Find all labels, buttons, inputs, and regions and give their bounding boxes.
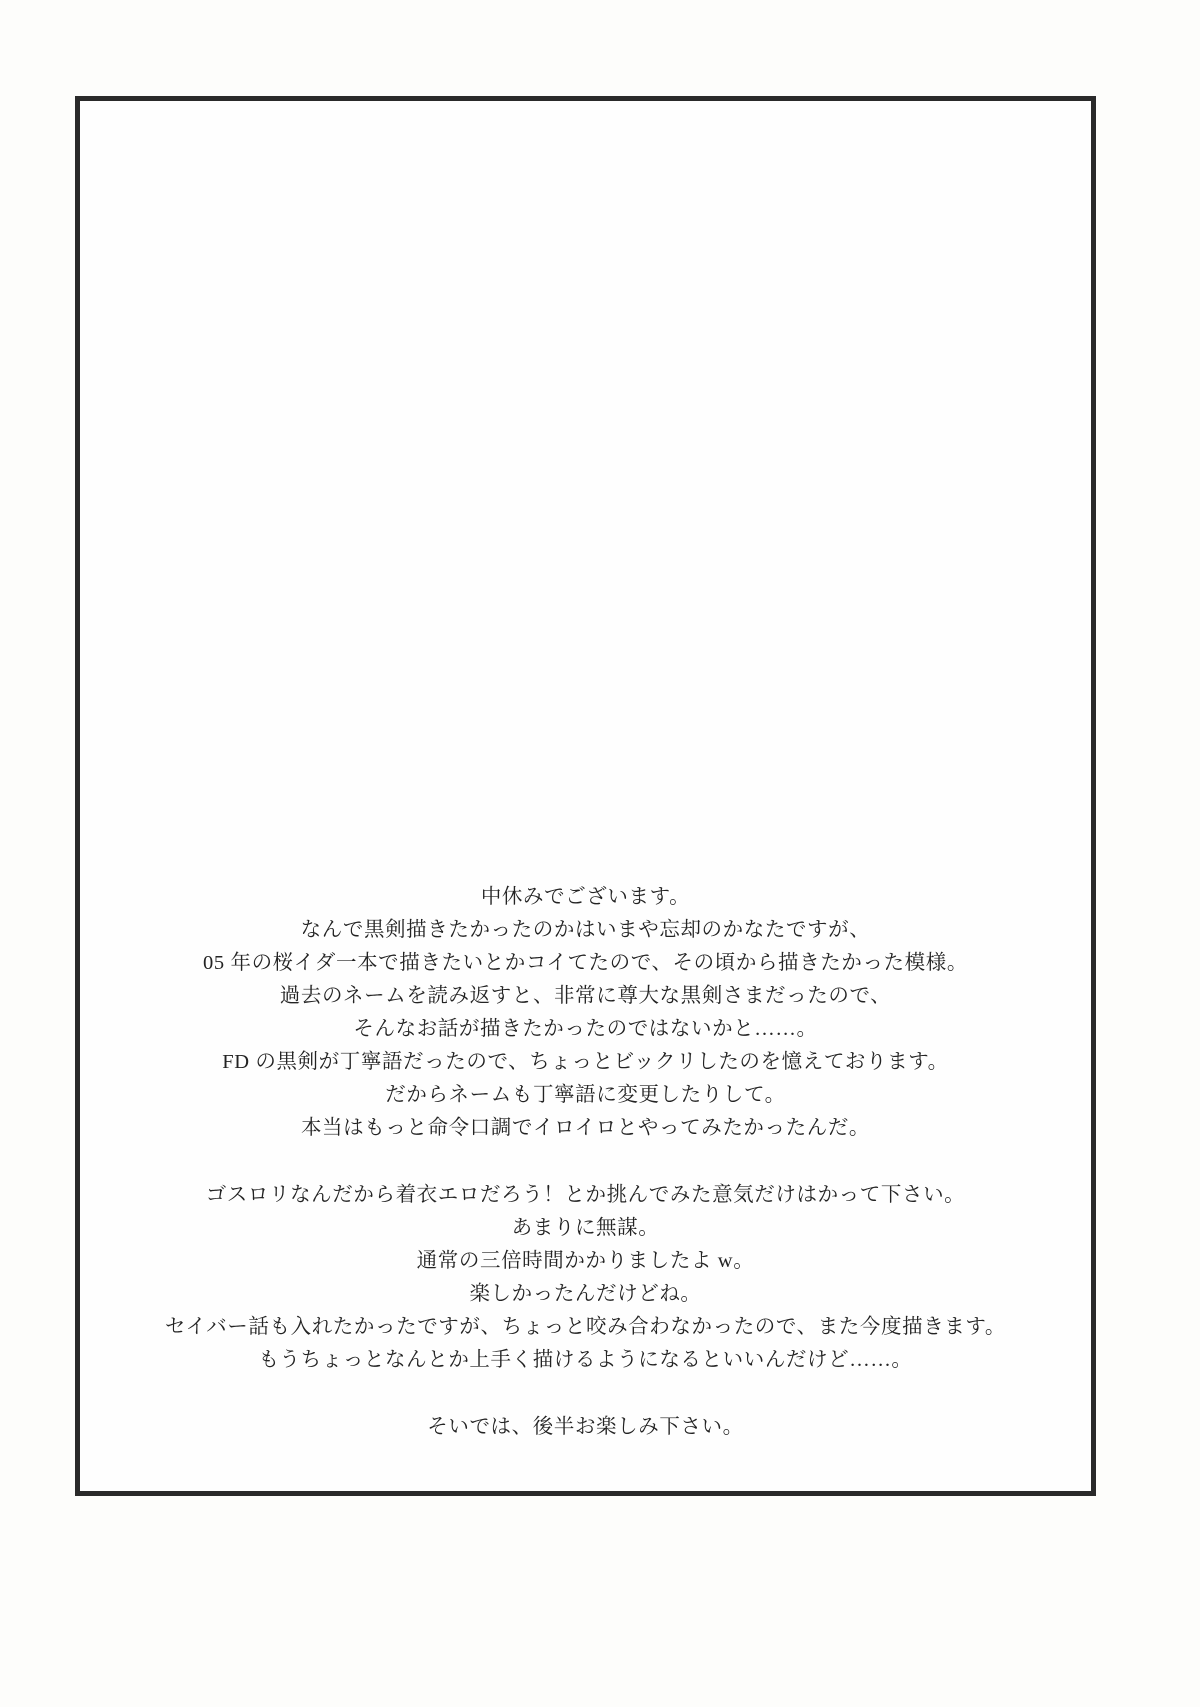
- afterword-line: だからネームも丁寧語に変更したりして。: [385, 1084, 786, 1106]
- afterword-paragraph: [120, 1411, 1051, 1444]
- afterword-line: 過去のネームを読み返すと、非常に尊大な黒剣さまだったので、: [279, 985, 892, 1007]
- afterword-line: 本当はもっと命令口調でイロイロとやってみたかったんだ。: [300, 1117, 871, 1139]
- afterword-line: なんで黒剣描きたかったのかはいまや忘却のかなたですが、: [300, 919, 871, 941]
- afterword-line: FD の黒剣が丁寧語だったので、ちょっとビックリしたのを憶えております。: [222, 1051, 949, 1073]
- afterword-paragraph: [120, 1179, 1051, 1377]
- afterword-line: ゴスロリなんだから着衣エロだろう！とか挑んでみた意気だけはかって下さい。: [205, 1184, 966, 1206]
- afterword-line: そんなお話が描きたかったのではないかと……。: [353, 1018, 818, 1040]
- afterword-line: そいでは、後半お楽しみ下さい。: [427, 1416, 744, 1438]
- afterword-text-block: [80, 881, 1091, 1444]
- afterword-line: 通常の三倍時間かかりましたよ w。: [416, 1250, 755, 1272]
- afterword-line: 05 年の桜イダ一本で描きたいとかコイてたので、その頃から描きたかった模様。: [203, 952, 968, 974]
- afterword-line: もうちょっとなんとか上手く描けるようになるといいんだけど……。: [258, 1349, 913, 1371]
- afterword-line: 中休みでございます。: [480, 886, 691, 908]
- afterword-paragraph: [120, 881, 1051, 1145]
- afterword-line: あまりに無謀。: [511, 1217, 660, 1239]
- page-border-frame: [75, 96, 1096, 1496]
- afterword-line: セイバー話も入れたかったですが、ちょっと咬み合わなかったので、また今度描きます。: [165, 1316, 1006, 1338]
- afterword-line: 楽しかったんだけどね。: [469, 1283, 702, 1305]
